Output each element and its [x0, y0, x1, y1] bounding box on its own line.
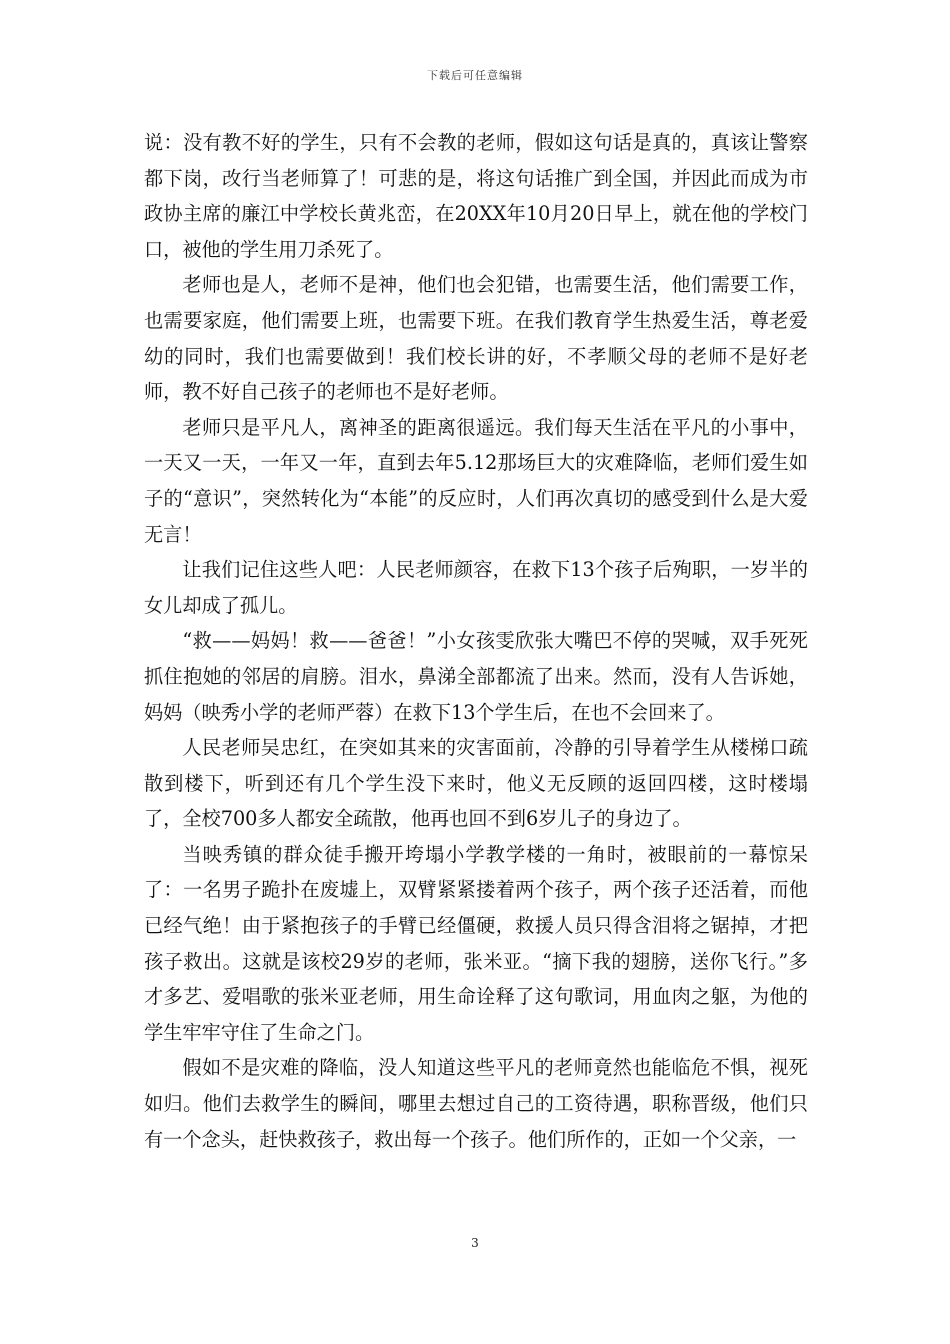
paragraph: “救——妈妈！救——爸爸！”小女孩雯欣张大嘴巴不停的哭喊，双手死死抓住抱她的邻居的肩膀。泪水，鼻涕全部都流了出来。然而，没有人告诉她，妈妈（映秀小学的老师严蓉）在救下13个学生后，在也不会回来了。 [144, 629, 808, 724]
paragraph: 人民老师吴忠红，在突如其来的灾害面前，冷静的引导着学生从楼梯口疏散到楼下，听到还有几个学生没下来时，他义无反顾的返回四楼，这时楼塌了，全校700多人都安全疏散，他再也回不到6岁儿子的身边了。 [144, 736, 808, 831]
document-body [144, 125, 808, 1157]
page-number: 3 [471, 1236, 479, 1250]
paragraph: 让我们记住这些人吧：人民老师颜容，在救下13个孩子后殉职，一岁半的女儿却成了孤儿。 [144, 558, 808, 617]
paragraph: 假如不是灾难的降临，没人知道这些平凡的老师竟然也能临危不惧，视死如归。他们去救学生的瞬间，哪里去想过自己的工资待遇，职称晋级，他们只有一个念头，赶快救孩子，救出每一个孩子。他们所作的，正如一个父亲，一 [144, 1056, 808, 1151]
paragraph: 老师也是人，老师不是神，他们也会犯错，也需要生活，他们需要工作，也需要家庭，他们需要上班，也需要下班。在我们教育学生热爱生活，尊老爱幼的同时，我们也需要做到！我们校长讲的好，不孝顺父母的老师不是好老师，教不好自己孩子的老师也不是好老师。 [144, 273, 808, 404]
paragraph: 老师只是平凡人，离神圣的距离很遥远。我们每天生活在平凡的小事中，一天又一天，一年又一年，直到去年5.12那场巨大的灾难降临，老师们爱生如子的“意识”，突然转化为“本能”的反应时，人们再次真切的感受到什么是大爱无言！ [144, 415, 808, 546]
paragraph-continued: 说：没有教不好的学生，只有不会教的老师，假如这句话是真的，真该让警察都下岗，改行当老师算了！可悲的是，将这句话推广到全国，并因此而成为市政协主席的廉江中学校长黄兆峦，在20XX年10月20日早上，就在他的学校门口，被他的学生用刀杀死了。 [144, 131, 808, 261]
page-header: 下载后可任意编辑 [427, 69, 523, 82]
paragraph: 当映秀镇的群众徒手搬开垮塌小学教学楼的一角时，被眼前的一幕惊呆了：一名男子跪扑在废墟上，双臂紧紧搂着两个孩子，两个孩子还活着，而他已经气绝！由于紧抱孩子的手臂已经僵硬，救援人员只得含泪将之锯掉，才把孩子救出。这就是该校29岁的老师，张米亚。“摘下我的翅膀，送你飞行。”多才多艺、爱唱歌的张米亚老师，用生命诠释了这句歌词，用血肉之躯，为他的学生牢牢守住了生命之门。 [144, 842, 808, 1044]
